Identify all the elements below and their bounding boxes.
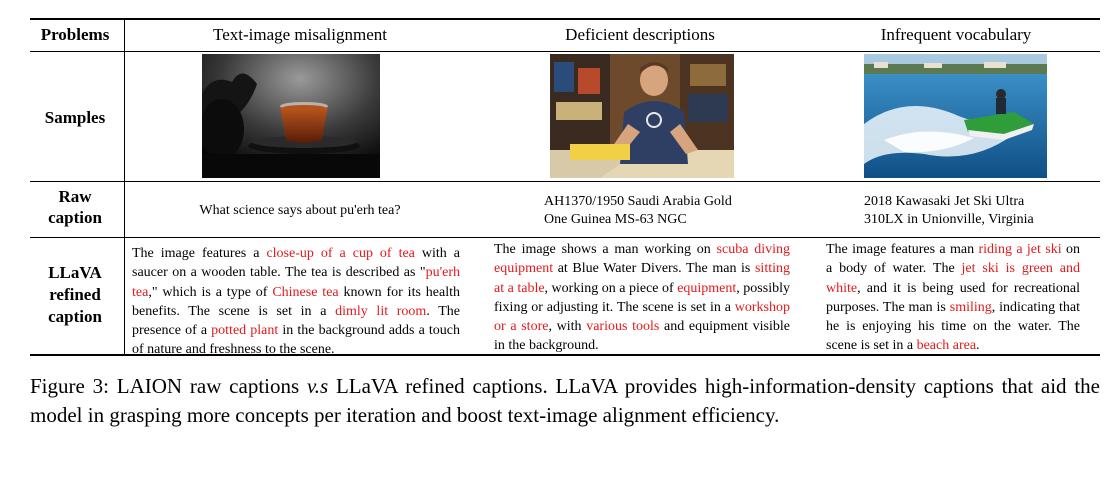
- caption-text-segment: , possibly fixing or adjusting it. The scene is set in a: [494, 280, 790, 315]
- jet-ski-image: [864, 54, 1047, 178]
- highlighted-phrase: beach area: [916, 338, 977, 354]
- raw-caption-line: What science says about pu'erh tea?: [199, 203, 401, 218]
- caption-vs: v.s: [306, 374, 329, 398]
- caption-text-segment: and equipment visible in the background.: [494, 319, 790, 354]
- highlighted-phrase: pu'erh tea: [132, 265, 460, 300]
- caption-text-segment: .: [976, 338, 980, 354]
- row-header-raw-line2: caption: [48, 208, 102, 227]
- highlighted-phrase: equipment: [677, 280, 737, 296]
- workshop-man-image: [550, 54, 734, 178]
- refined-caption-deficient: [494, 240, 790, 356]
- caption-text-segment: The image features a man: [826, 242, 979, 257]
- row-header-llava-line1: LLaVA: [48, 263, 102, 282]
- highlighted-phrase: sitting at a table: [494, 261, 790, 296]
- raw-caption-line: 2018 Kawasaki Jet Ski Ultra: [864, 194, 1025, 209]
- row-header-llava-line2: refined: [49, 285, 101, 304]
- row-header-raw-line1: Raw: [58, 187, 92, 206]
- highlighted-phrase: dimly lit room: [335, 303, 427, 319]
- highlighted-phrase: workshop or a store: [494, 299, 790, 335]
- tea-cup-image: [202, 54, 380, 178]
- highlighted-phrase: scuba diving equipment: [494, 242, 790, 277]
- caption-text-segment: in the background adds a touch of nature and freshness to the scene.: [132, 323, 460, 358]
- caption-text-segment: at Blue Water Divers. The man is: [553, 261, 755, 277]
- row-header-llava-refined: [30, 262, 120, 328]
- row-header-raw-caption: [30, 186, 120, 228]
- raw-caption-line: One Guinea MS-63 NGC: [544, 212, 687, 227]
- caption-text-segment: . The presence of a: [132, 303, 461, 339]
- highlighted-phrase: Chinese tea: [272, 284, 339, 300]
- raw-caption-line: 310LX in Unionville, Virginia: [864, 212, 1034, 227]
- table-bottom-rule: [30, 354, 1100, 356]
- highlighted-phrase: potted plant: [211, 323, 279, 339]
- table-top-rule: [30, 18, 1100, 20]
- caption-text-segment: with a saucer on a wooden table. The tea is described as ": [132, 246, 460, 281]
- figure-caption: [30, 372, 1100, 430]
- raw-divider: [30, 237, 1100, 238]
- caption-text-segment: on a body of water. The: [826, 242, 1081, 277]
- column-header-vocabulary: Infrequent vocabulary: [880, 25, 1032, 44]
- caption-text-segment: The image features a: [132, 246, 267, 261]
- highlighted-phrase: riding a jet ski: [978, 242, 1062, 257]
- caption-text-segment: , working on a piece of: [544, 280, 678, 296]
- refined-caption-vocabulary: [826, 240, 1080, 356]
- raw-caption-line: AH1370/1950 Saudi Arabia Gold: [544, 194, 732, 209]
- highlighted-phrase: jet ski is green and white: [826, 261, 1080, 296]
- row-header-samples: Samples: [44, 108, 106, 127]
- caption-text-segment: , and it is being used for recreational purposes. The man is: [826, 280, 1080, 315]
- column-header-misalignment: Text-image misalignment: [213, 25, 387, 44]
- caption-text-segment: The image shows a man working on: [494, 242, 717, 257]
- samples-divider: [30, 181, 1100, 182]
- raw-caption-misalignment: [160, 202, 440, 220]
- header-divider: [30, 51, 1100, 52]
- caption-text-segment: , with: [548, 319, 587, 335]
- caption-text-segment: ," which is a type of: [148, 284, 273, 300]
- highlighted-phrase: various tools: [586, 319, 660, 335]
- column-header-deficient: Deficient descriptions: [565, 25, 715, 44]
- caption-text-segment: , indicating that he is enjoying his time on the water. The scene is set in a: [826, 299, 1081, 354]
- row-header-llava-line3: caption: [48, 307, 102, 326]
- row-header-problems: Problems: [40, 25, 110, 44]
- raw-caption-vocabulary: [864, 193, 1094, 229]
- raw-caption-deficient: [544, 193, 824, 229]
- highlighted-phrase: smiling: [949, 299, 992, 315]
- highlighted-phrase: close-up of a cup of tea: [266, 246, 415, 261]
- caption-text-segment: known for its health benefits. The scene is set in a: [132, 284, 460, 319]
- row-header-vertical-rule: [124, 20, 125, 354]
- caption-text: LLaVA refined captions. LLaVA provides high-information-density captions that aid the model in grasping more concepts per iteration and boost text-image alignment efficiency.: [30, 374, 1100, 427]
- refined-caption-misalignment: [132, 244, 460, 360]
- caption-label: Figure 3: LAION raw captions: [30, 374, 307, 398]
